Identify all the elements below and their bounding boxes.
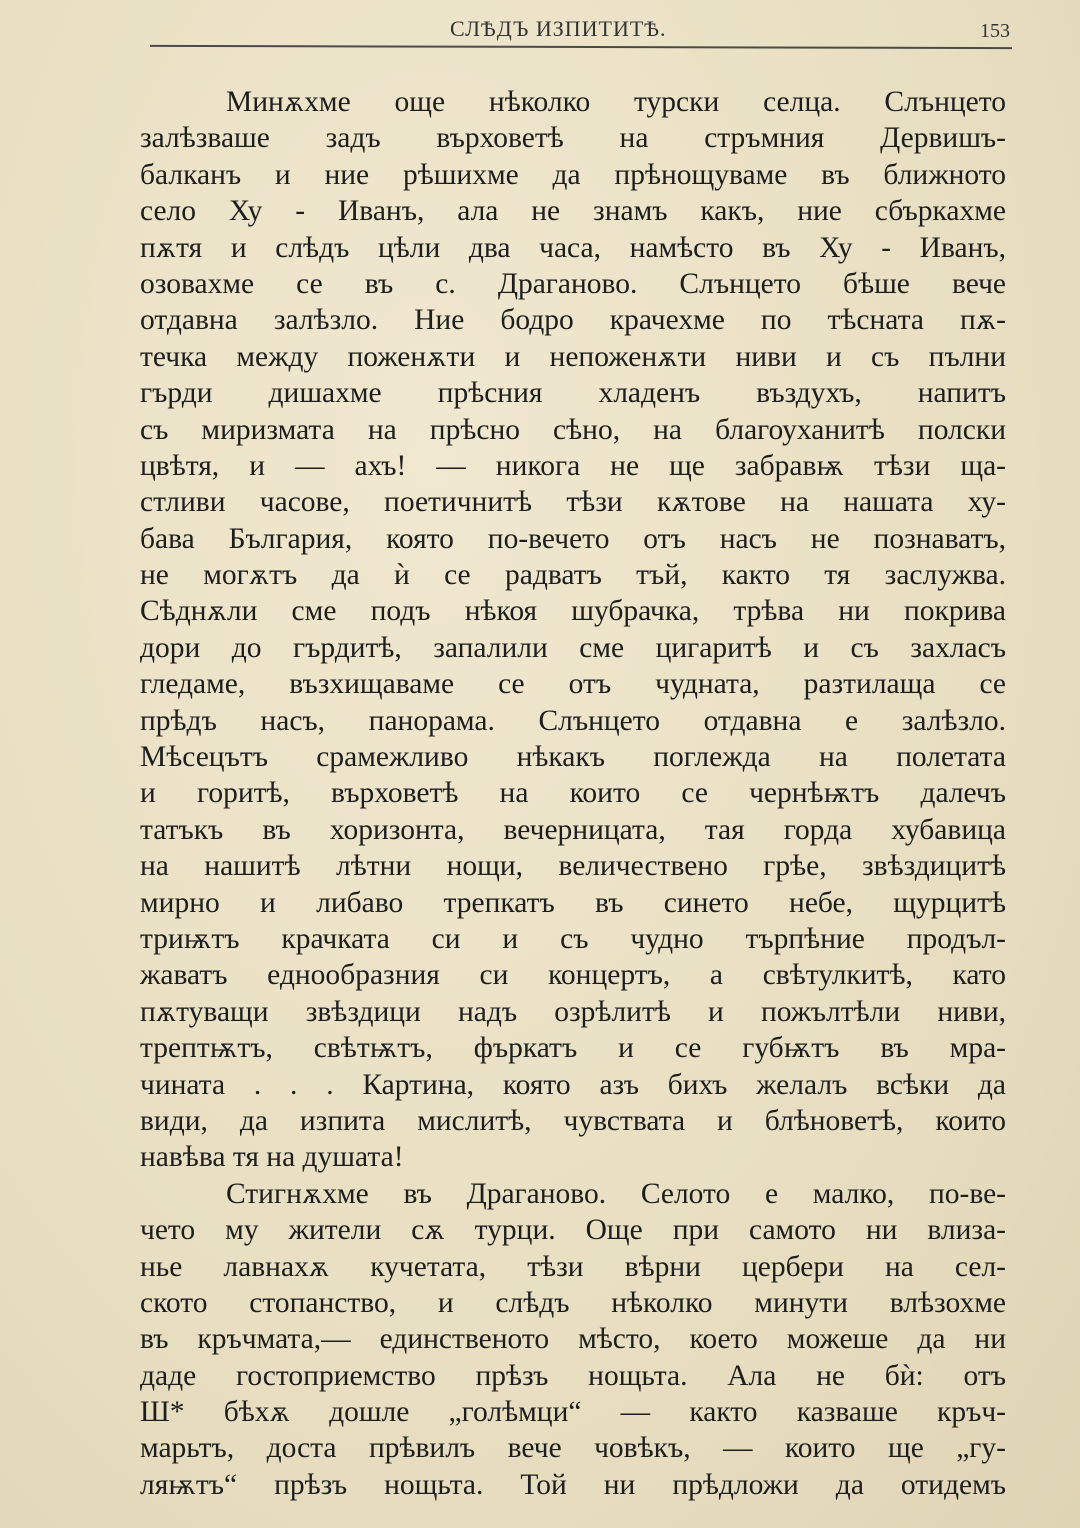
page-header [150, 14, 1012, 50]
text-line: балканъ и ние рѣшихме да прѣнощуваме въ ближното [140, 158, 1006, 191]
text-line: ското стопанство, и слѣдъ нѣколко минути влѣзохме [140, 1286, 1006, 1319]
text-line: гърди дишахме прѣсния хладенъ въздухъ, напитъ [140, 377, 1006, 410]
text-line: въ кръчмата,— единственото мѣсто, което можеше да ни [140, 1323, 1006, 1356]
text-line: пѫтя и слѣдъ цѣли два часа, намѣсто въ Ху - Иванъ, [140, 231, 1006, 264]
running-title: СЛѢДЪ ИЗПИТИТѢ. [450, 16, 667, 41]
text-line: татъкъ въ хоризонта, вечерницата, тая горда хубавица [140, 813, 1006, 846]
text-line: Минѫхме още нѣколко турски селца. Слънцето [226, 86, 1006, 118]
header-rule [150, 45, 1012, 49]
text-line: прѣдъ насъ, панорама. Слънцето отдавна е залѣзло. [140, 704, 1006, 737]
text-line: съ миризмата на прѣсно сѣно, на благоуханитѣ полски [140, 413, 1006, 446]
text-line: чето му жители сѫ турци. Още при самото ни влиза- [140, 1214, 1006, 1247]
text-line: Сѣднѫли сме подъ нѣкоя шубрачка, трѣва ни покрива [140, 595, 1006, 628]
text-line: гледаме, възхищаваме се отъ чудната, разтилаща се [140, 668, 1006, 701]
text-line: не могѫтъ да ѝ се радватъ тъй, както тя заслужва. [140, 559, 1006, 592]
text-line: залѣзваше задъ върховетѣ на стръмния Дервишъ- [140, 122, 1006, 155]
text-line: течка между поженѫти и непоженѫти ниви и съ пълни [140, 340, 1006, 373]
text-line: навѣва тя на душата! [140, 1141, 404, 1174]
text-line: марьтъ, доста прѣвилъ вече човѣкъ, — които ще „гу- [140, 1432, 1006, 1465]
text-line: Стигнѫхме въ Драганово. Селото е малко, по-ве- [226, 1177, 1006, 1210]
text-line: Ш* бѣхѫ дошле „голѣмци“ — както казваше кръч- [140, 1396, 1006, 1429]
text-line: мирно и либаво трепкатъ въ синето небе, щурцитѣ [140, 886, 1006, 919]
text-line: чината . . . Картина, която азъ бихъ желалъ всѣки да [140, 1068, 1006, 1101]
text-line: даде гостоприемство прѣзъ нощьта. Ала не бѝ: отъ [140, 1359, 1006, 1392]
text-line: и горитѣ, върховетѣ на които се чернѣѭтъ далечъ [140, 777, 1006, 810]
text-line: село Ху - Иванъ, ала не знамъ какъ, ние сбъркахме [140, 195, 1006, 228]
text-line: дори до гърдитѣ, запалили сме цигаритѣ и съ захласъ [140, 631, 1006, 664]
text-line: Мѣсецътъ срамежливо нѣкакъ поглежда на полетата [140, 741, 1006, 774]
text-line: триѭтъ крачката си и съ чудно търпѣние продъл- [140, 922, 1006, 955]
text-line: види, да изпита мислитѣ, чувствата и блѣноветѣ, които [140, 1104, 1006, 1137]
body-text [140, 84, 1006, 1503]
text-line: цвѣтя, и — ахъ! — никога не ще забравѭ тѣзи ща- [140, 449, 1006, 482]
text-line: озовахме се въ с. Драганово. Слънцето бѣше вече [140, 267, 1006, 300]
text-line: нье лавнахѫ кучетата, тѣзи вѣрни цербери на сел- [140, 1250, 1006, 1283]
text-line: ляѭтъ“ прѣзъ нощьта. Той ни прѣдложи да отидемъ [140, 1468, 1006, 1501]
text-line: пѫтуващи звѣздици надъ озрѣлитѣ и пожълтѣли ниви, [140, 995, 1006, 1028]
text-line: стливи часове, поетичнитѣ тѣзи кѫтове на нашата ху- [140, 486, 1006, 519]
text-line: бава България, която по-вечето отъ насъ не познаватъ, [140, 522, 1006, 555]
text-line: на нашитѣ лѣтни нощи, величествено грѣе, звѣздицитѣ [140, 850, 1006, 883]
page-number: 153 [980, 20, 1010, 42]
text-line: трептѭтъ, свѣтѭтъ, фъркатъ и се губѭтъ въ мра- [140, 1032, 1006, 1065]
text-line: жаватъ еднообразния си концертъ, а свѣтулкитѣ, като [140, 959, 1006, 992]
text-line: отдавна залѣзло. Ние бодро крачехме по тѣсната пѫ- [140, 304, 1006, 337]
